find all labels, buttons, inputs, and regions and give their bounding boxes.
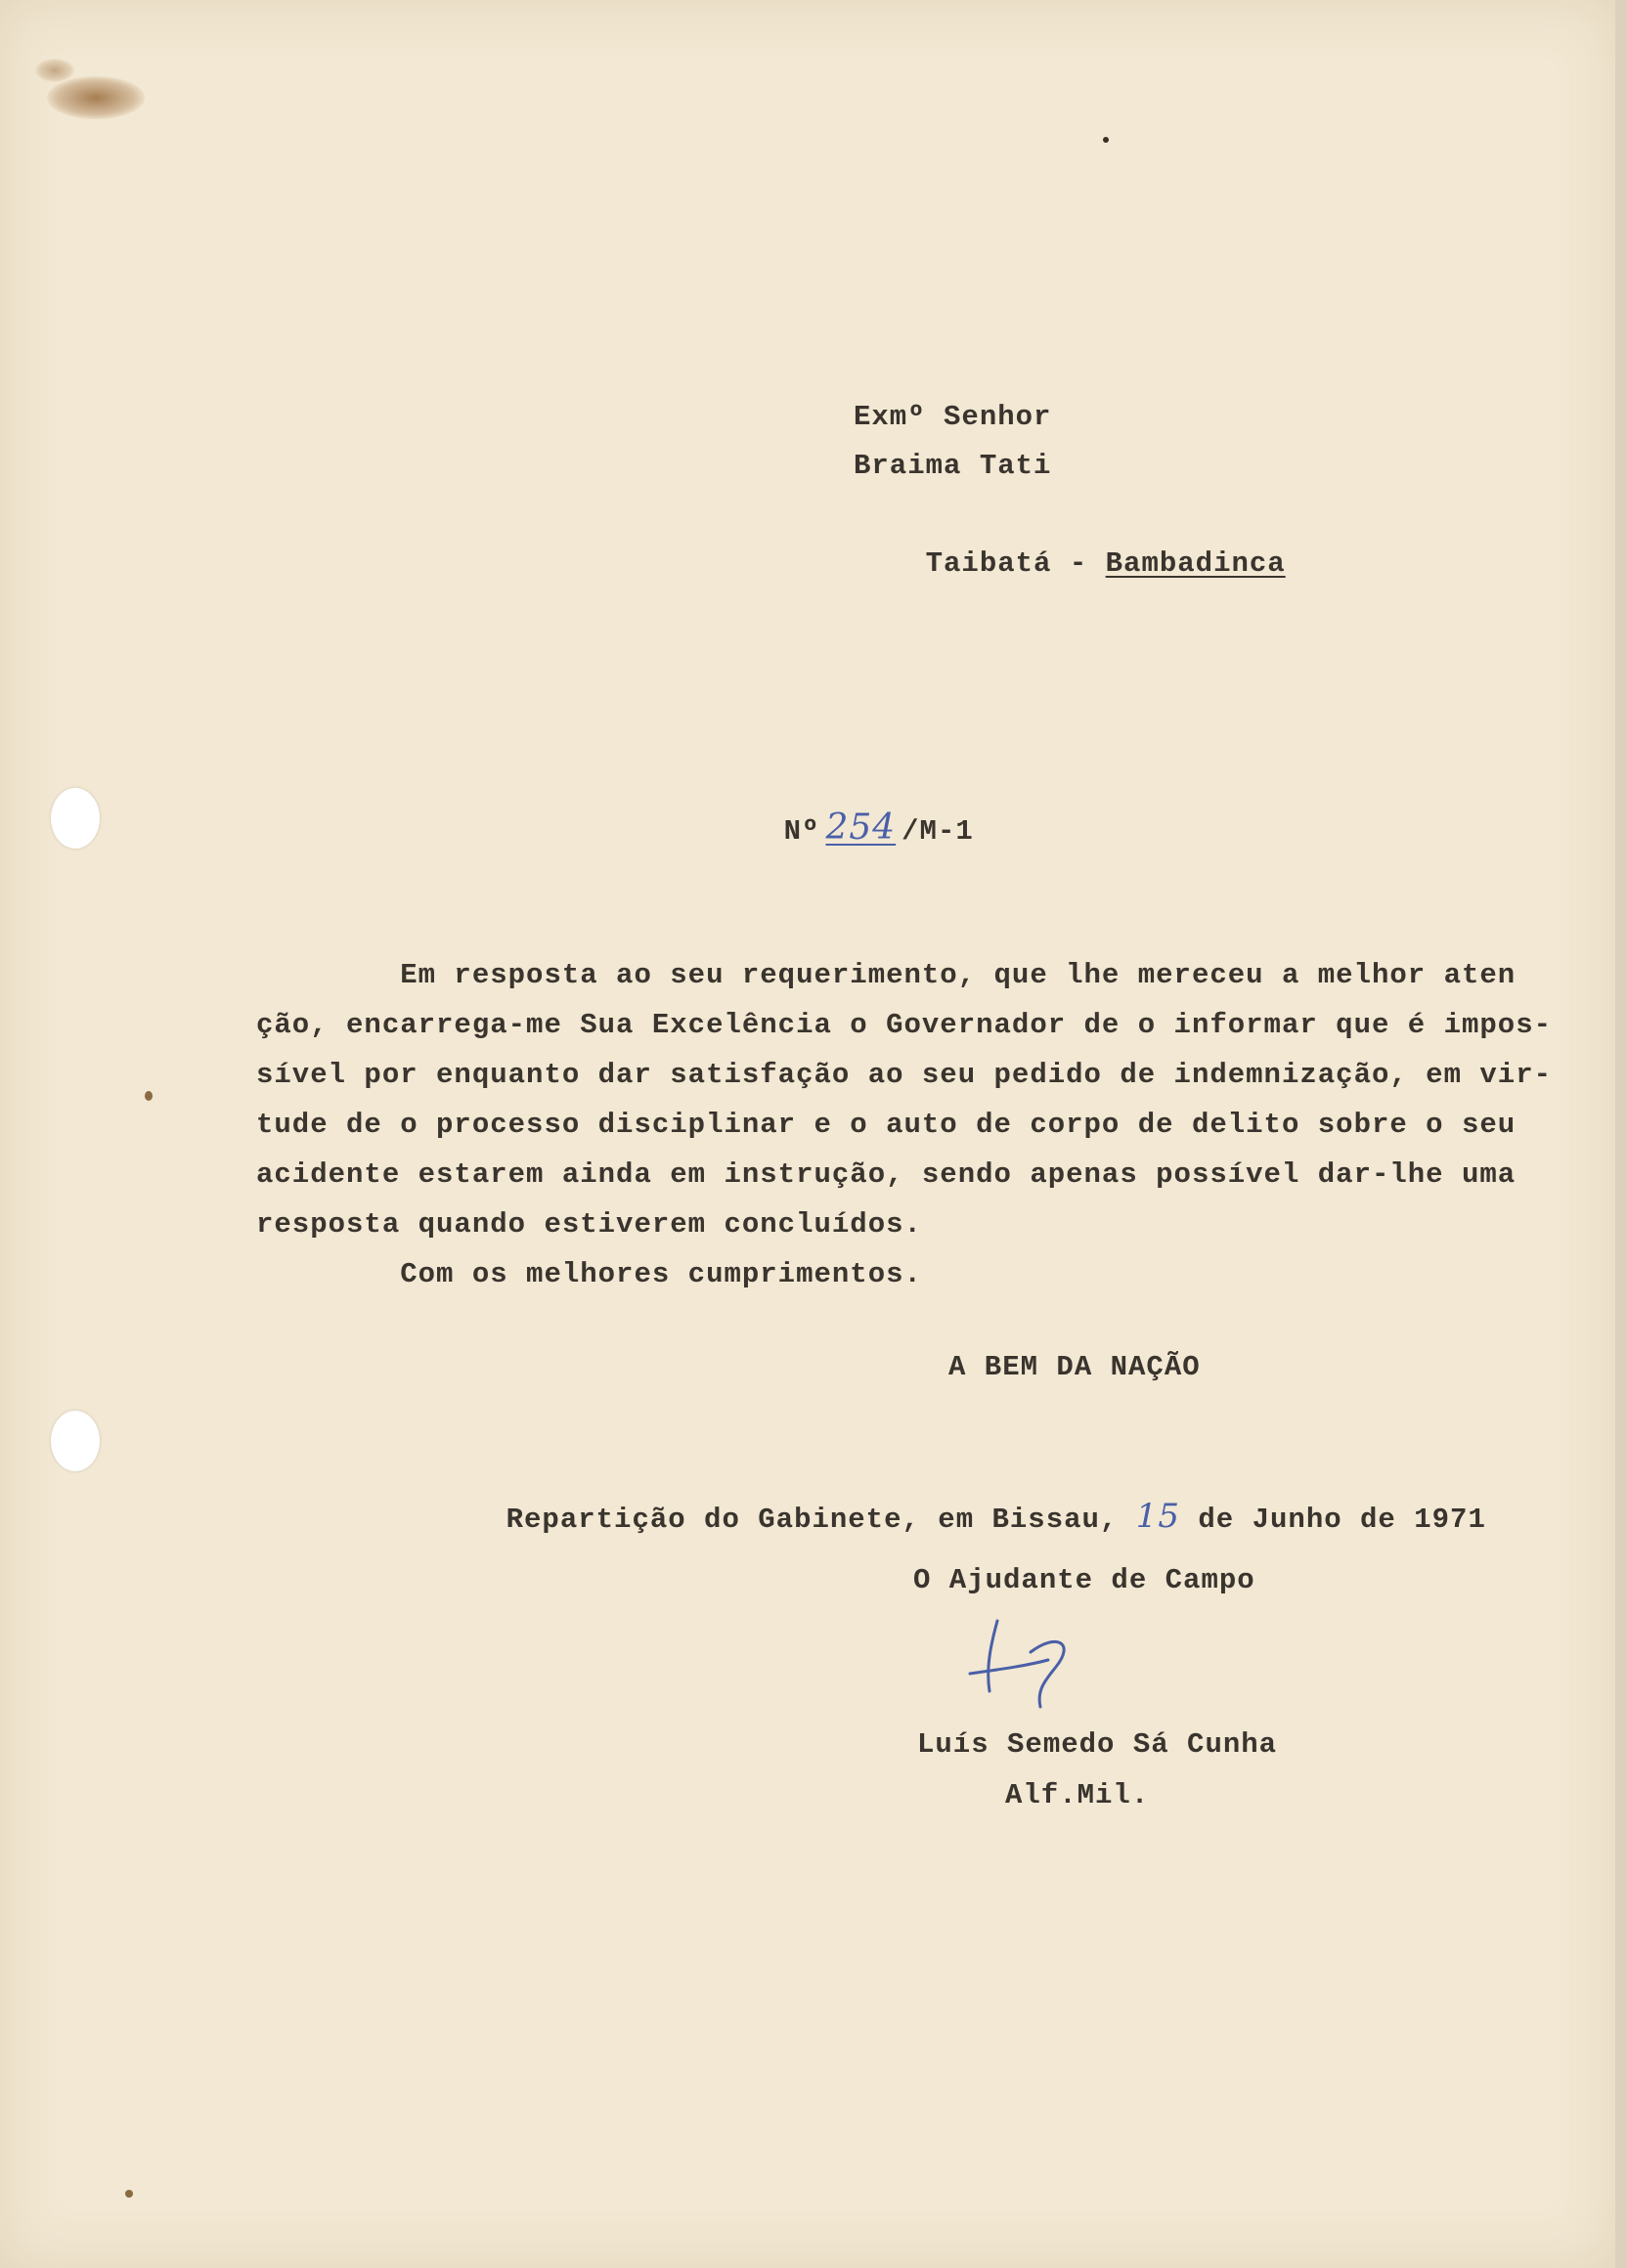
handwritten-signature (968, 1613, 1095, 1721)
body-line: Em resposta ao seu requerimento, que lhe mereceu a melhor aten (256, 959, 1517, 991)
body-line: sível por enquanto dar satisfação ao seu pedido de indemnização, em vir- (256, 1059, 1553, 1091)
dateline-suffix: de Junho de 1971 (1180, 1504, 1486, 1536)
reference-handwritten-number: 254 (825, 807, 897, 848)
rust-stain (47, 76, 145, 119)
recipient-place: Taibatá - (925, 547, 1106, 580)
signature-title: O Ajudante de Campo (913, 1564, 1255, 1596)
signatory-rank: Alf.Mil. (1005, 1779, 1150, 1811)
recipient-name: Braima Tati (854, 450, 1052, 482)
body-line: resposta quando estiverem concluídos. (256, 1208, 922, 1241)
page-edge (1615, 0, 1627, 2268)
ink-speck (125, 2190, 133, 2198)
motto: A BEM DA NAÇÃO (948, 1351, 1201, 1383)
dateline-prefix: Repartição do Gabinete, em Bissau, (506, 1504, 1136, 1536)
body-line: acidente estarem ainda em instrução, sendo apenas possível dar-lhe uma (256, 1158, 1517, 1191)
recipient-location (854, 491, 1286, 637)
reference-suffix: /M-1 (901, 815, 974, 848)
letter-body (256, 950, 1553, 1299)
recipient-salutation: Exmº Senhor (854, 401, 1052, 433)
signatory-name: Luís Semedo Sá Cunha (917, 1728, 1278, 1761)
punch-hole-lower (51, 1411, 100, 1471)
reference-prefix: Nº (783, 815, 820, 848)
body-line: tude de o processo disciplinar e o auto de corpo de delito sobre o seu (256, 1109, 1517, 1141)
rust-stain-small (35, 59, 74, 82)
dateline-handwritten-day: 15 (1135, 1497, 1180, 1536)
body-line: Com os melhores cumprimentos. (256, 1258, 922, 1290)
ink-speck (1103, 137, 1109, 143)
recipient-region: Bambadinca (1105, 547, 1286, 580)
body-line: ção, encarrega-me Sua Excelência o Governador de o informar que é impos- (256, 1009, 1553, 1041)
punch-hole-upper (51, 788, 100, 849)
reference-number (712, 755, 974, 905)
ink-speck (145, 1091, 153, 1101)
